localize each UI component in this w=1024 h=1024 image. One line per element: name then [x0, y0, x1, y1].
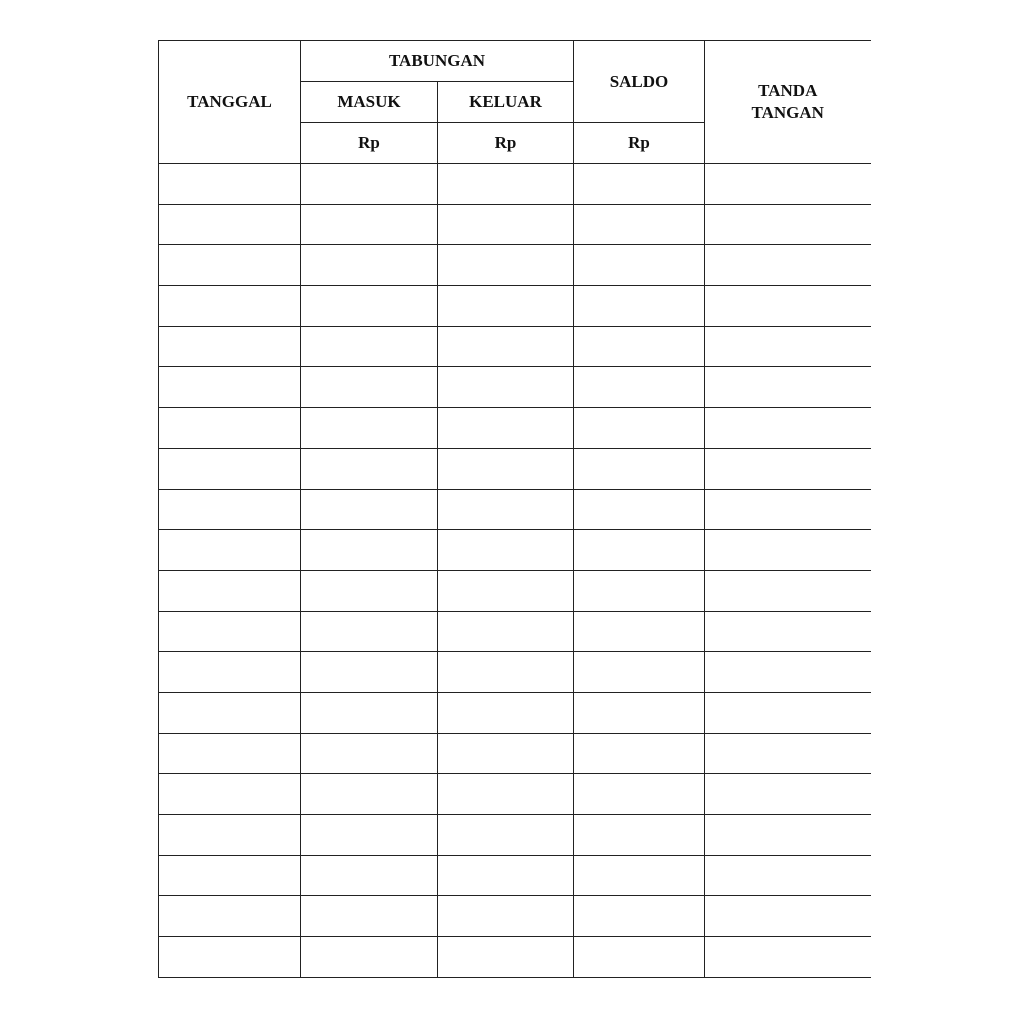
cell-tanggal: [159, 489, 301, 530]
cell-saldo: [574, 204, 705, 245]
cell-masuk: [301, 204, 438, 245]
cell-keluar: [438, 774, 574, 815]
cell-tanggal: [159, 937, 301, 978]
cell-saldo: [574, 611, 705, 652]
cell-tanggal: [159, 733, 301, 774]
cell-tanda-tangan: [705, 245, 871, 286]
cell-tanda-tangan: [705, 408, 871, 449]
table-row: [159, 530, 871, 571]
cell-tanda-tangan: [705, 815, 871, 856]
cell-tanggal: [159, 245, 301, 286]
ledger-header: [159, 41, 871, 164]
currency-masuk: Rp: [301, 123, 438, 164]
cell-saldo: [574, 937, 705, 978]
cell-masuk: [301, 448, 438, 489]
cell-tanda-tangan: [705, 448, 871, 489]
cell-keluar: [438, 530, 574, 571]
table-row: [159, 204, 871, 245]
cell-masuk: [301, 408, 438, 449]
currency-keluar: Rp: [438, 123, 574, 164]
cell-keluar: [438, 448, 574, 489]
cell-masuk: [301, 489, 438, 530]
cell-tanggal: [159, 896, 301, 937]
cell-keluar: [438, 286, 574, 327]
header-keluar: KELUAR: [438, 82, 574, 123]
table-row: [159, 896, 871, 937]
cell-keluar: [438, 855, 574, 896]
table-row: [159, 692, 871, 733]
cell-tanggal: [159, 692, 301, 733]
cell-tanda-tangan: [705, 164, 871, 205]
cell-keluar: [438, 570, 574, 611]
savings-ledger-table: [158, 40, 871, 978]
cell-tanda-tangan: [705, 937, 871, 978]
cell-keluar: [438, 733, 574, 774]
cell-tanda-tangan: [705, 570, 871, 611]
cell-saldo: [574, 692, 705, 733]
cell-saldo: [574, 570, 705, 611]
cell-saldo: [574, 855, 705, 896]
cell-keluar: [438, 326, 574, 367]
cell-keluar: [438, 815, 574, 856]
table-row: [159, 570, 871, 611]
cell-tanda-tangan: [705, 489, 871, 530]
cell-tanggal: [159, 611, 301, 652]
cell-tanggal: [159, 204, 301, 245]
cell-keluar: [438, 489, 574, 530]
cell-masuk: [301, 326, 438, 367]
header-tanda-line2: TANGAN: [751, 103, 824, 122]
cell-tanggal: [159, 367, 301, 408]
cell-keluar: [438, 896, 574, 937]
header-saldo: SALDO: [574, 41, 705, 123]
cell-tanggal: [159, 408, 301, 449]
cell-tanggal: [159, 286, 301, 327]
cell-keluar: [438, 204, 574, 245]
cell-tanda-tangan: [705, 774, 871, 815]
cell-keluar: [438, 692, 574, 733]
cell-tanda-tangan: [705, 530, 871, 571]
cell-saldo: [574, 408, 705, 449]
cell-saldo: [574, 774, 705, 815]
currency-saldo: Rp: [574, 123, 705, 164]
cell-tanda-tangan: [705, 204, 871, 245]
cell-tanggal: [159, 652, 301, 693]
cell-masuk: [301, 733, 438, 774]
cell-saldo: [574, 815, 705, 856]
cell-keluar: [438, 245, 574, 286]
cell-keluar: [438, 408, 574, 449]
table-row: [159, 448, 871, 489]
table-row: [159, 774, 871, 815]
cell-tanggal: [159, 774, 301, 815]
cell-masuk: [301, 774, 438, 815]
cell-saldo: [574, 448, 705, 489]
table-row: [159, 611, 871, 652]
cell-tanda-tangan: [705, 611, 871, 652]
cell-keluar: [438, 652, 574, 693]
table-row: [159, 733, 871, 774]
cell-tanggal: [159, 164, 301, 205]
header-masuk: MASUK: [301, 82, 438, 123]
cell-keluar: [438, 937, 574, 978]
cell-saldo: [574, 530, 705, 571]
cell-masuk: [301, 815, 438, 856]
cell-masuk: [301, 611, 438, 652]
cell-masuk: [301, 855, 438, 896]
table-row: [159, 367, 871, 408]
cell-saldo: [574, 896, 705, 937]
table-row: [159, 855, 871, 896]
cell-masuk: [301, 692, 438, 733]
cell-tanggal: [159, 326, 301, 367]
header-tanda-line1: TANDA: [758, 81, 818, 100]
cell-tanda-tangan: [705, 367, 871, 408]
cell-saldo: [574, 245, 705, 286]
cell-tanggal: [159, 530, 301, 571]
header-tanda-tangan: [705, 41, 871, 164]
cell-saldo: [574, 326, 705, 367]
cell-masuk: [301, 937, 438, 978]
header-tanggal: TANGGAL: [159, 41, 301, 164]
cell-keluar: [438, 367, 574, 408]
table-row: [159, 286, 871, 327]
cell-keluar: [438, 611, 574, 652]
cell-tanda-tangan: [705, 692, 871, 733]
cell-tanda-tangan: [705, 733, 871, 774]
ledger-body: [159, 164, 871, 978]
cell-tanda-tangan: [705, 326, 871, 367]
cell-saldo: [574, 652, 705, 693]
cell-masuk: [301, 245, 438, 286]
table-row: [159, 652, 871, 693]
cell-masuk: [301, 367, 438, 408]
cell-saldo: [574, 489, 705, 530]
cell-masuk: [301, 570, 438, 611]
cell-masuk: [301, 896, 438, 937]
cell-tanggal: [159, 815, 301, 856]
cell-tanda-tangan: [705, 896, 871, 937]
cell-masuk: [301, 164, 438, 205]
cell-tanggal: [159, 448, 301, 489]
cell-saldo: [574, 286, 705, 327]
cell-masuk: [301, 286, 438, 327]
cell-tanda-tangan: [705, 855, 871, 896]
cell-masuk: [301, 652, 438, 693]
cell-saldo: [574, 733, 705, 774]
table-row: [159, 245, 871, 286]
table-row: [159, 326, 871, 367]
cell-tanggal: [159, 855, 301, 896]
cell-tanggal: [159, 570, 301, 611]
table-row: [159, 815, 871, 856]
table-row: [159, 937, 871, 978]
table-row: [159, 164, 871, 205]
cell-saldo: [574, 164, 705, 205]
table-row: [159, 489, 871, 530]
cell-masuk: [301, 530, 438, 571]
cell-tanda-tangan: [705, 652, 871, 693]
header-tabungan: TABUNGAN: [301, 41, 574, 82]
table-row: [159, 408, 871, 449]
cell-saldo: [574, 367, 705, 408]
cell-keluar: [438, 164, 574, 205]
cell-tanda-tangan: [705, 286, 871, 327]
